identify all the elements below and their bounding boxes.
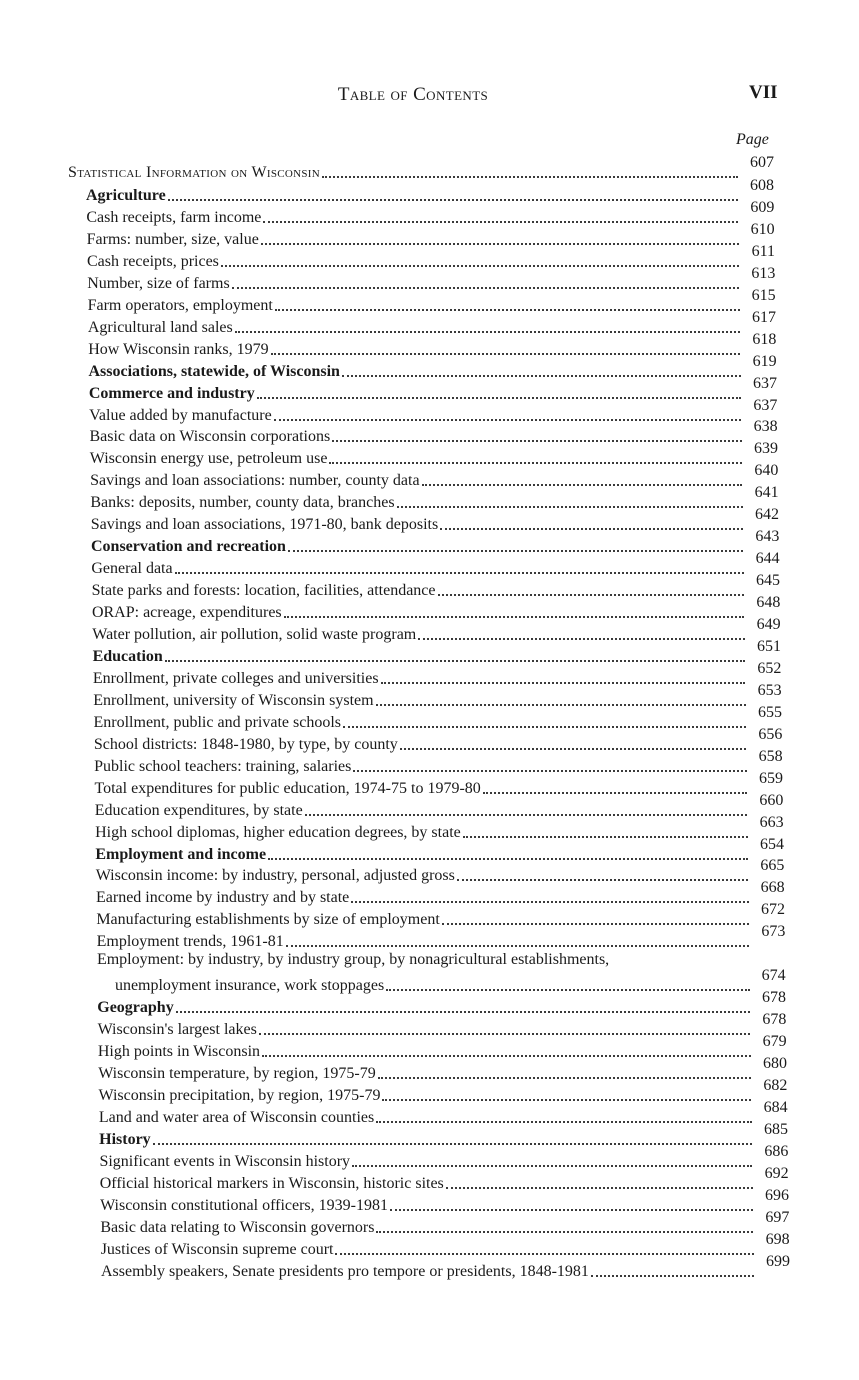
toc-entry-label: Cash receipts, prices: [86, 252, 219, 270]
toc-entry-page: 678: [762, 989, 786, 1007]
leader-dots: [390, 1209, 753, 1211]
toc-entry-page: 611: [751, 242, 775, 260]
toc-entry-label: Wisconsin precipitation, by region, 1975-79: [98, 1086, 381, 1104]
toc-entry-page: 637: [753, 374, 777, 392]
toc-entry-page: 658: [758, 747, 783, 765]
toc-entry[interactable]: [100, 1208, 790, 1237]
leader-dots: [352, 1165, 752, 1167]
toc-section-heading[interactable]: [97, 989, 786, 1017]
leader-dots: [176, 1011, 750, 1013]
toc-entry[interactable]: [96, 901, 785, 929]
toc-entry-label: How Wisconsin ranks, 1979: [88, 340, 269, 358]
toc-entry-page: 659: [759, 769, 783, 787]
toc-entry-page: 613: [751, 264, 776, 282]
toc-entry[interactable]: [114, 967, 786, 995]
toc-entry[interactable]: [89, 418, 778, 446]
toc-entry[interactable]: [89, 396, 778, 425]
toc-entry-page: 698: [765, 1230, 790, 1248]
leader-dots: [284, 616, 745, 618]
leader-dots: [271, 353, 741, 355]
toc-entry-page: 641: [754, 484, 779, 502]
leader-dots: [305, 814, 748, 816]
toc-entry-label: Enrollment, private colleges and universities: [92, 669, 379, 687]
toc-entry[interactable]: [99, 1142, 789, 1171]
toc-entry-page: 609: [750, 198, 775, 216]
toc-entry[interactable]: [88, 330, 777, 359]
toc-section-heading[interactable]: [88, 352, 777, 381]
toc-entry-label: Wisconsin constitutional officers, 1939-1981: [100, 1196, 388, 1214]
leader-dots: [168, 199, 738, 201]
toc-entry-label: Commerce and industry: [88, 384, 255, 402]
leader-dots: [329, 462, 742, 464]
leader-dots: [235, 331, 740, 333]
toc-entry[interactable]: [101, 1252, 790, 1281]
toc-entry-label: Land and water area of Wisconsin counties: [98, 1108, 375, 1126]
toc-entry-label: Education: [92, 647, 163, 665]
toc-entry[interactable]: [100, 1186, 789, 1215]
leader-dots: [332, 440, 741, 442]
page-number: VII: [749, 82, 778, 103]
toc-entry-page: 685: [764, 1120, 788, 1138]
toc-entry-label: Statistical Information on Wisconsin: [68, 164, 321, 181]
leader-dots: [418, 638, 744, 640]
toc-section-heading[interactable]: [92, 637, 781, 666]
toc-entry-page: 684: [763, 1098, 788, 1116]
leader-dots: [274, 419, 742, 421]
leader-dots: [221, 265, 739, 267]
toc-entry-label: Significant events in Wisconsin history: [99, 1152, 351, 1170]
toc-entry-label: Agricultural land sales: [87, 318, 233, 336]
toc-entry[interactable]: [87, 308, 776, 337]
toc-entry[interactable]: [86, 220, 775, 249]
leader-dots: [440, 528, 743, 530]
toc-entry[interactable]: [87, 286, 776, 315]
leader-dots: [457, 879, 748, 881]
leader-dots: [335, 1253, 753, 1255]
toc-entry-page: 674: [761, 967, 786, 985]
toc-entry-label: Conservation and recreation: [91, 538, 286, 556]
toc-entry[interactable]: [86, 198, 775, 227]
toc-entry-label: Value added by manufacture: [89, 406, 272, 424]
toc-entry[interactable]: [99, 1164, 789, 1193]
toc-entry[interactable]: [98, 1076, 788, 1105]
leader-dots: [322, 176, 738, 178]
toc-entry[interactable]: [93, 725, 783, 754]
toc-section-heading[interactable]: [86, 177, 774, 205]
toc-entry-label: Water pollution, air pollution, solid waste program: [92, 626, 417, 643]
toc-entry-page: 651: [757, 637, 781, 655]
toc-entry-page: 638: [753, 418, 778, 436]
leader-dots: [288, 550, 743, 552]
leader-dots: [262, 1055, 751, 1057]
leader-dots: [165, 660, 745, 662]
toc-section-heading[interactable]: [95, 835, 784, 864]
leader-dots: [591, 1275, 754, 1277]
toc-entry-page: 682: [763, 1076, 788, 1094]
leader-dots: [376, 1231, 753, 1233]
toc-entry-page: 673: [761, 923, 786, 941]
toc-entry[interactable]: [96, 879, 785, 907]
toc-entry-label: History: [99, 1130, 151, 1148]
toc-entry-label: Farm operators, employment: [87, 296, 273, 314]
toc-entry-label: unemployment insurance, work stoppages: [114, 977, 385, 995]
leader-dots: [261, 243, 739, 245]
toc-entry-page: 656: [758, 725, 783, 743]
toc-entry[interactable]: [90, 484, 779, 512]
leader-dots: [442, 923, 749, 925]
leader-dots: [446, 1187, 753, 1189]
toc-entry-label: Banks: deposits, number, county data, branches: [90, 494, 395, 512]
leader-dots: [483, 792, 747, 794]
toc-entry-page: 639: [754, 440, 778, 458]
toc-entry-label: Wisconsin temperature, by region, 1975-79: [98, 1065, 376, 1082]
toc-entry[interactable]: [90, 506, 779, 534]
leader-dots: [463, 836, 748, 838]
toc-entry-label: Public school teachers: training, salaries: [94, 757, 352, 775]
toc-entry-label: Earned income by industry and by state: [96, 889, 350, 907]
leader-dots: [400, 748, 747, 750]
toc-entry-page: 645: [756, 572, 780, 590]
toc-entry-label: Wisconsin income: by industry, personal, adjusted gross: [95, 867, 455, 885]
toc-entry[interactable]: [100, 1230, 790, 1259]
toc-entry-page: 655: [758, 703, 782, 721]
toc-section-heading[interactable]: [88, 374, 777, 403]
leader-dots: [275, 309, 740, 311]
leader-dots: [153, 1143, 752, 1145]
toc-entry-label: High school diplomas, higher education degrees, by state: [95, 823, 461, 841]
toc-entry[interactable]: [98, 1098, 788, 1127]
toc-entry-page: 640: [754, 462, 779, 480]
toc-entry[interactable]: [94, 791, 784, 820]
leader-dots: [257, 397, 741, 399]
toc-entry-label: General data: [91, 560, 173, 578]
toc-entry[interactable]: [93, 681, 782, 710]
toc-entry-page: 680: [763, 1055, 787, 1072]
toc-entry-page: 679: [762, 1033, 787, 1051]
leader-dots: [378, 1077, 751, 1079]
toc-entry[interactable]: [96, 923, 786, 951]
toc-entry-page: 649: [756, 616, 781, 633]
toc-entry[interactable]: [91, 572, 780, 600]
toc-entry-label: State parks and forests: location, facilities, attendance: [91, 582, 436, 600]
toc-entry-label: Savings and loan associations, 1971-80, bank deposits: [90, 516, 439, 534]
page-column-label: Page: [736, 131, 769, 148]
toc-entry-label: Geography: [97, 999, 174, 1017]
leader-dots: [263, 221, 738, 223]
toc-entry-page: 668: [760, 879, 785, 897]
toc-entry[interactable]: [90, 462, 779, 490]
toc-entry[interactable]: [95, 857, 785, 885]
toc-entry-label: Agriculture: [86, 187, 166, 204]
toc-entry[interactable]: [92, 616, 781, 644]
leader-dots: [268, 858, 748, 860]
leader-dots: [438, 594, 745, 596]
leader-dots: [376, 1121, 751, 1123]
toc-entry[interactable]: [98, 1055, 787, 1083]
toc-entry-page: 686: [764, 1142, 789, 1160]
leader-dots: [259, 1033, 751, 1035]
toc-entry-page: 652: [757, 659, 782, 677]
toc-entry-label: Justices of Wisconsin supreme court: [100, 1240, 334, 1258]
toc-section-heading[interactable]: [91, 528, 780, 556]
toc-entry-label: Official historical markers in Wisconsin, historic sites: [99, 1174, 444, 1192]
leader-dots: [422, 484, 743, 486]
toc-entry-page: 653: [757, 681, 782, 699]
toc-main-heading[interactable]: [68, 154, 774, 182]
leader-dots: [381, 682, 746, 684]
toc-entry-label: Farms: number, size, value: [86, 230, 259, 248]
toc-entry-page: 665: [760, 857, 785, 875]
leader-dots: [232, 287, 740, 289]
toc-entry-page: 607: [750, 154, 774, 171]
toc-entry-page: 642: [755, 506, 779, 524]
toc-entry-page: 637: [753, 396, 778, 414]
toc-entry-page: 678: [762, 1011, 787, 1029]
leader-dots: [175, 572, 744, 574]
toc-entry-page: 699: [766, 1252, 790, 1270]
leader-dots: [286, 945, 750, 947]
toc-entry[interactable]: [95, 813, 784, 842]
toc-entry-page: 692: [764, 1164, 789, 1182]
toc-entry[interactable]: [91, 594, 781, 622]
toc-entry[interactable]: [97, 1011, 787, 1039]
toc-entry-page: 608: [750, 177, 774, 194]
toc-entry-label: Enrollment, university of Wisconsin system: [93, 691, 374, 709]
toc-entry-label: Education expenditures, by state: [94, 801, 303, 819]
toc-entry-label: Basic data relating to Wisconsin governors: [100, 1218, 375, 1236]
toc-entry[interactable]: [87, 264, 776, 293]
leader-dots: [376, 704, 746, 706]
toc-entry-label: Wisconsin energy use, petroleum use: [89, 450, 328, 468]
toc-entry-page: 644: [755, 550, 780, 568]
toc-entry-label: Manufacturing establishments by size of employment: [96, 911, 440, 929]
toc-section-heading[interactable]: [99, 1120, 788, 1149]
toc-entry-label: Employment and income: [95, 845, 267, 863]
toc-entry-label: Number, size of farms: [87, 274, 230, 292]
toc-entry-label: Employment trends, 1961-81: [96, 933, 284, 951]
toc-entry-label: Savings and loan associations: number, county data: [90, 472, 420, 490]
leader-dots: [351, 901, 748, 903]
toc-entry-label: Wisconsin's largest lakes: [97, 1021, 257, 1039]
toc-entry-label-line1: Employment: by industry, by industry group, by nonagricultural establishments,: [96, 951, 610, 969]
toc-entry[interactable]: [94, 747, 783, 776]
toc-entry-page: 663: [759, 813, 784, 831]
toc-entry[interactable]: [92, 659, 782, 688]
toc-entry-page: 610: [750, 220, 775, 238]
toc-entry-label: Assembly speakers, Senate presidents pro tempore or presidents, 1848-1981: [101, 1262, 589, 1280]
leader-dots: [386, 989, 749, 991]
toc-entry-page: 643: [755, 528, 780, 546]
leader-dots: [343, 726, 746, 728]
toc-entry-label: ORAP: acreage, expenditures: [91, 604, 282, 622]
toc-entry[interactable]: [91, 550, 780, 578]
toc-entry-label: Cash receipts, farm income: [86, 208, 262, 226]
leader-dots: [353, 770, 746, 772]
toc-entry-page: 618: [752, 330, 777, 348]
toc-entry-label: Basic data on Wisconsin corporations: [89, 428, 331, 446]
leader-dots: [342, 375, 741, 377]
toc-entry-page: 654: [760, 835, 784, 853]
leader-dots: [397, 506, 743, 508]
toc-entry-label: Enrollment, public and private schools: [93, 713, 341, 731]
toc-entry-page: 617: [752, 308, 776, 326]
toc-entry[interactable]: [86, 242, 775, 271]
toc-entry-page: 615: [751, 286, 776, 304]
toc-entry-label: Associations, statewide, of Wisconsin: [88, 362, 340, 380]
toc-entry-page: 697: [765, 1208, 790, 1226]
leader-dots: [382, 1099, 751, 1101]
toc-entry-label: School districts: 1848-1980, by type, by county: [93, 735, 398, 753]
toc-entry[interactable]: [89, 440, 778, 468]
toc-entry[interactable]: [94, 769, 783, 798]
toc-entry-label: High points in Wisconsin: [97, 1043, 261, 1061]
toc-entry-page: 619: [752, 352, 777, 370]
toc-entry[interactable]: [93, 703, 783, 732]
toc-entry-page: 660: [759, 791, 784, 809]
toc-entry[interactable]: [97, 1033, 787, 1061]
toc-entry-page: 672: [761, 901, 785, 919]
toc-entry-page: 696: [765, 1186, 789, 1204]
page-title: Table of Contents: [337, 84, 489, 105]
toc-entry-label: Total expenditures for public education, 1974-75 to 1979-80: [94, 779, 481, 797]
toc-entry-page: 648: [756, 594, 781, 612]
